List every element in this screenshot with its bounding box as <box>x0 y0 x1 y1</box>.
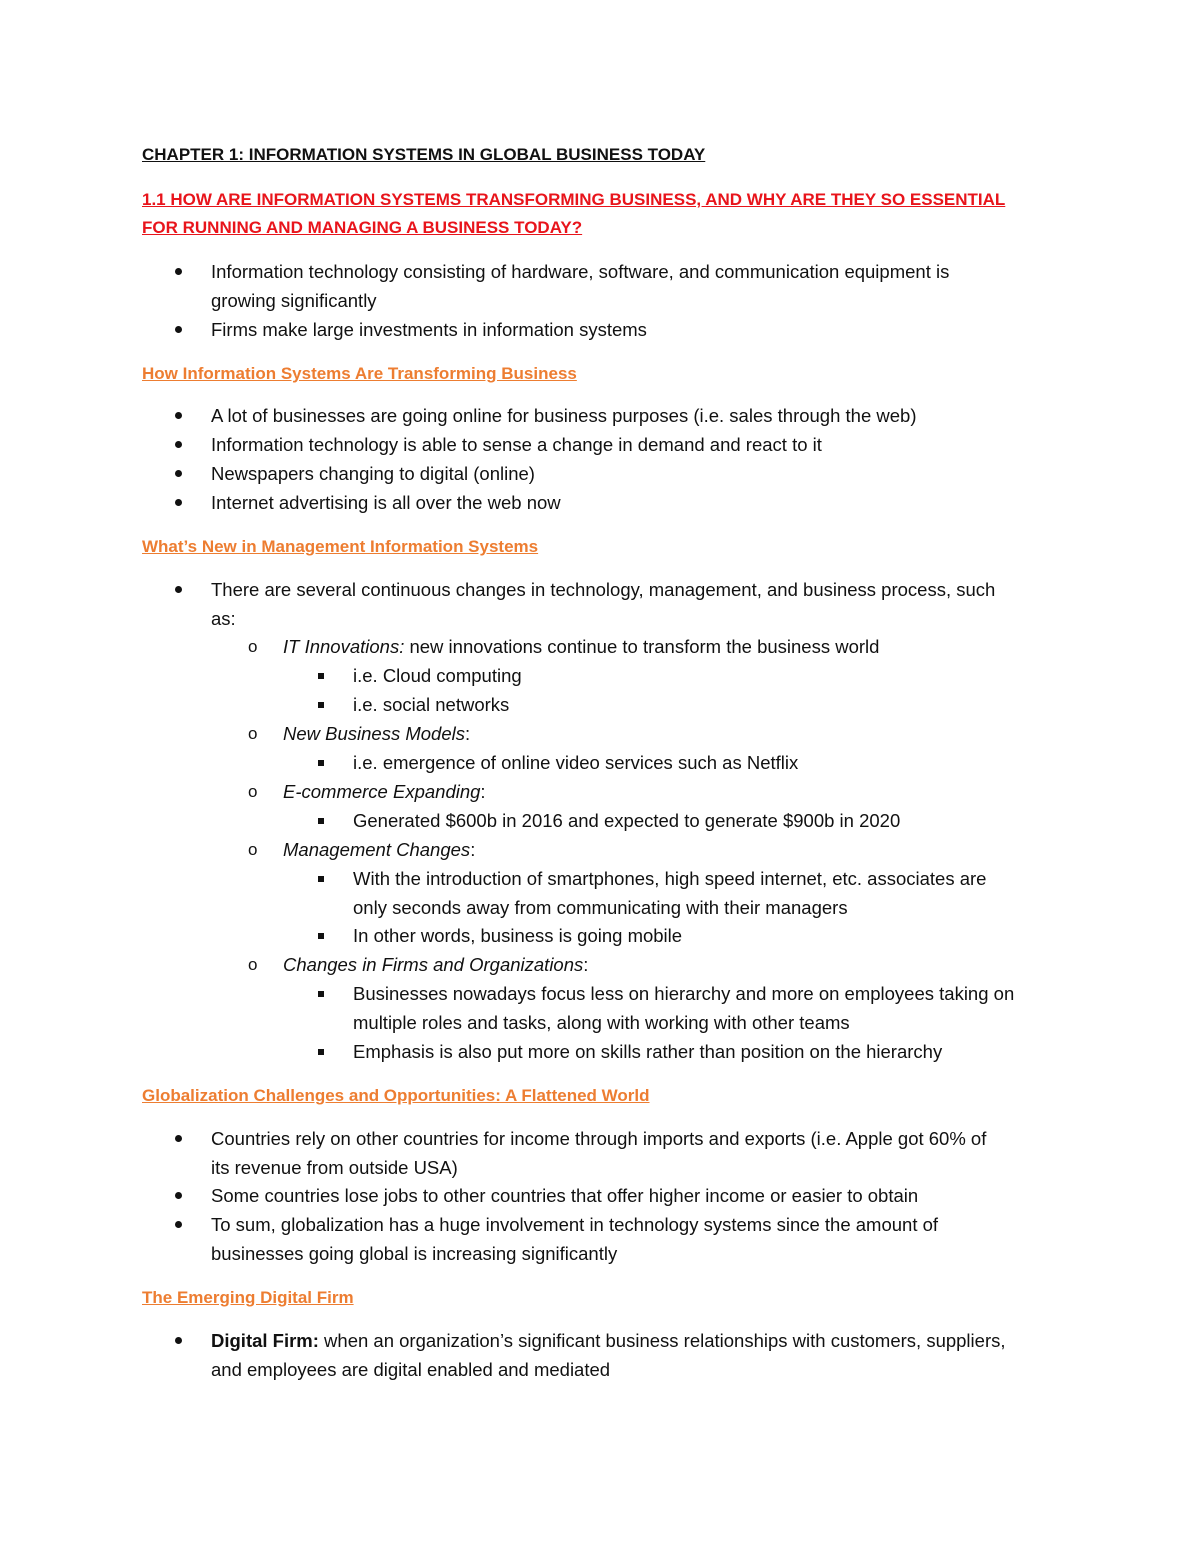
bullet-text-cont: and employees are digital enabled and mediated <box>211 1359 611 1380</box>
square-bullet-icon <box>318 1049 324 1055</box>
item-label: E-commerce Expanding <box>283 781 481 802</box>
section-heading-line2: FOR RUNNING AND MANAGING A BUSINESS TODAY? <box>142 218 583 237</box>
chapter-title: CHAPTER 1: INFORMATION SYSTEMS IN GLOBAL BUSINESS TODAY <box>142 145 706 164</box>
square-bullet-icon <box>318 760 324 766</box>
sub-item-text-cont: only seconds away from communicating with their managers <box>353 897 848 918</box>
list-item-management-changes <box>283 841 475 860</box>
sub-item-text: Generated $600b in 2016 and expected to generate $900b in 2020 <box>353 810 901 831</box>
bullet-text-cont: growing significantly <box>211 290 377 311</box>
bullet-icon <box>175 1221 182 1228</box>
sub-item-text: i.e. Cloud computing <box>353 665 522 686</box>
circle-bullet-icon: o <box>248 955 258 974</box>
item-label: IT Innovations: <box>283 636 405 657</box>
bullet-text: Newspapers changing to digital (online) <box>211 463 535 484</box>
sub-item-text: With the introduction of smartphones, high speed internet, etc. associates are <box>353 868 987 889</box>
bullet-icon <box>175 1192 182 1199</box>
square-bullet-icon <box>318 991 324 997</box>
subheading-transforming: How Information Systems Are Transforming Business <box>142 364 577 383</box>
bullet-text: Information technology is able to sense a change in demand and react to it <box>211 434 822 455</box>
item-colon: : <box>470 839 476 860</box>
bullet-icon <box>175 1337 182 1344</box>
bullet-text <box>211 1332 1006 1351</box>
item-label: New Business Models <box>283 723 465 744</box>
square-bullet-icon <box>318 818 324 824</box>
circle-bullet-icon: o <box>248 782 258 801</box>
square-bullet-icon <box>318 933 324 939</box>
bullet-text: Information technology consisting of hardware, software, and communication equipment is <box>211 261 950 282</box>
bullet-text-cont: as: <box>211 608 236 629</box>
sub-item-text: Businesses nowadays focus less on hierarchy and more on employees taking on <box>353 983 1015 1004</box>
item-label: Management Changes <box>283 839 471 860</box>
item-label: Changes in Firms and Organizations <box>283 954 584 975</box>
sub-item-text: In other words, business is going mobile <box>353 925 683 946</box>
bullet-text: A lot of businesses are going online for business purposes (i.e. sales through the web) <box>211 405 917 426</box>
square-bullet-icon <box>318 673 324 679</box>
circle-bullet-icon: o <box>248 840 258 859</box>
section-heading-line1: 1.1 HOW ARE INFORMATION SYSTEMS TRANSFORMING BUSINESS, AND WHY ARE THEY SO ESSENTIAL <box>142 190 1006 209</box>
bullet-icon <box>175 1135 182 1142</box>
bullet-text: To sum, globalization has a huge involvement in technology systems since the amount of <box>211 1214 939 1235</box>
bullet-icon <box>175 470 182 477</box>
subheading-whats-new: What’s New in Management Information Systems <box>142 537 539 556</box>
bullet-icon <box>175 326 182 333</box>
item-colon: : <box>480 781 486 802</box>
bullet-text: Internet advertising is all over the web now <box>211 492 561 513</box>
circle-bullet-icon: o <box>248 724 258 743</box>
bullet-text-cont: businesses going global is increasing significantly <box>211 1243 618 1264</box>
item-colon: : <box>583 954 589 975</box>
bullet-icon <box>175 499 182 506</box>
subheading-globalization: Globalization Challenges and Opportunities: A Flattened World <box>142 1086 650 1105</box>
item-colon: : <box>465 723 471 744</box>
sub-item-text: Emphasis is also put more on skills rather than position on the hierarchy <box>353 1041 943 1062</box>
list-item-business-models <box>283 725 470 744</box>
sub-item-text: i.e. emergence of online video services such as Netflix <box>353 752 799 773</box>
list-item-ecommerce <box>283 783 486 802</box>
bullet-text: Some countries lose jobs to other countries that offer higher income or easier to obtain <box>211 1185 919 1206</box>
list-item-firms-organizations <box>283 956 588 975</box>
bullet-text-cont: its revenue from outside USA) <box>211 1157 458 1178</box>
bullet-text: Firms make large investments in information systems <box>211 319 647 340</box>
term-definition: when an organization’s significant business relationships with customers, suppliers, <box>318 1330 1006 1351</box>
term-label: Digital Firm: <box>211 1330 319 1351</box>
list-item-it-innovations <box>283 638 879 657</box>
square-bullet-icon <box>318 702 324 708</box>
bullet-icon <box>175 441 182 448</box>
bullet-icon <box>175 412 182 419</box>
bullet-text: There are several continuous changes in technology, management, and business process, such <box>211 579 996 600</box>
bullet-text: Countries rely on other countries for income through imports and exports (i.e. Apple got 60% of <box>211 1128 987 1149</box>
item-text: new innovations continue to transform the business world <box>404 636 880 657</box>
subheading-digital-firm: The Emerging Digital Firm <box>142 1288 354 1307</box>
bullet-icon <box>175 268 182 275</box>
bullet-icon <box>175 586 182 593</box>
sub-item-text-cont: multiple roles and tasks, along with working with other teams <box>353 1012 850 1033</box>
sub-item-text: i.e. social networks <box>353 694 510 715</box>
circle-bullet-icon: o <box>248 637 258 656</box>
square-bullet-icon <box>318 876 324 882</box>
